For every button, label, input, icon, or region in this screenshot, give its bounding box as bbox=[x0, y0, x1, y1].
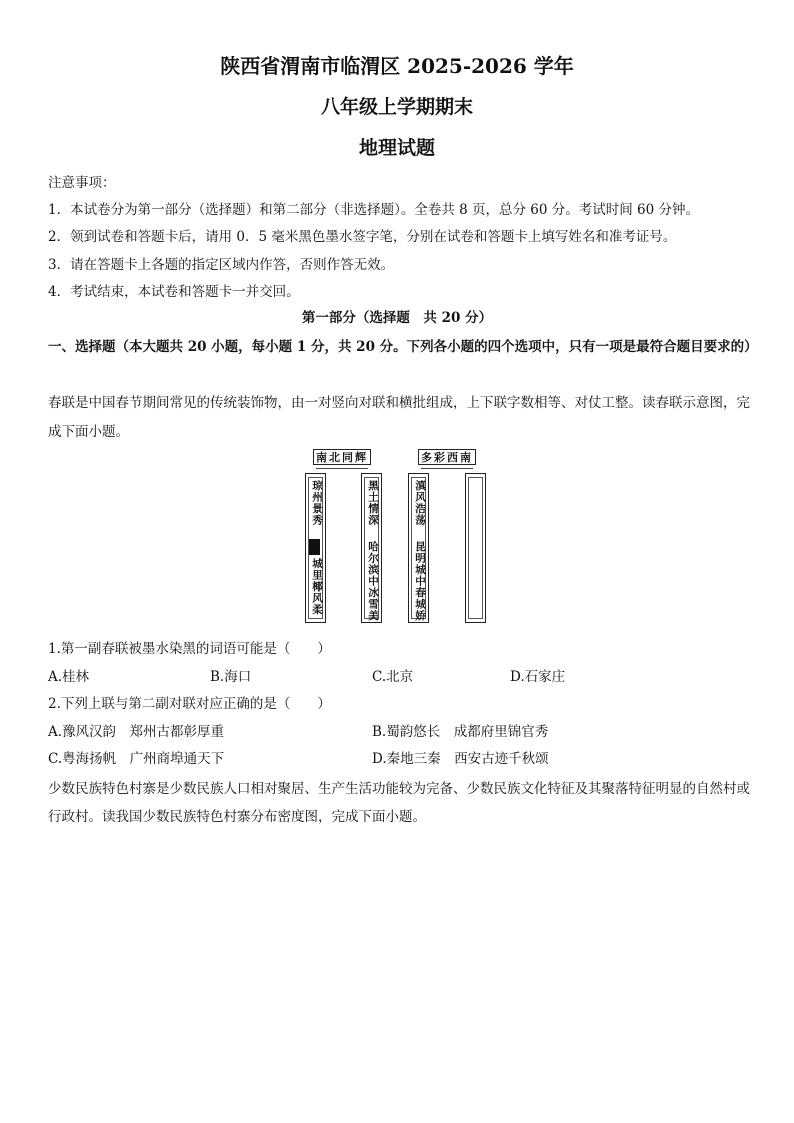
q1-option-b[interactable]: B.海口 bbox=[210, 669, 252, 685]
ink-blot bbox=[309, 539, 320, 555]
scroll-text: 滇风浩荡 bbox=[414, 480, 426, 526]
scroll-text: 黑土情深 bbox=[367, 480, 379, 526]
couplet1-right-scroll bbox=[305, 473, 326, 623]
notes-heading: 注意事项： bbox=[48, 175, 116, 191]
page-title-line1: 陕西省渭南市临渭区 2025-2026 学年 bbox=[220, 54, 574, 78]
scroll-text: 城里椰风柔 bbox=[311, 558, 323, 616]
passage-2: 少数民族特色村寨是少数民族人口相对聚居、生产生活功能较为完备、少数民族文化特征及其聚落特征明显的自然村或行政村。读我国少数民族特色村寨分布密度图，完成下面小题。 bbox=[48, 781, 750, 825]
part1-heading: 第一部分（选择题 共 20 分） bbox=[301, 310, 493, 326]
intro-passage: 春联是中国春节期间常见的传统装饰物，由一对竖向对联和横批组成，上下联字数相等、对仗工整。读春联示意图，完成下面小题。 bbox=[48, 395, 750, 440]
q2-option-a[interactable]: A.豫风汉韵 郑州古都彰厚重 bbox=[48, 724, 225, 740]
couplet1-banner: 南北同辉 bbox=[313, 449, 371, 465]
question-2-stem: 2.下列上联与第二副对联对应正确的是（ ） bbox=[48, 696, 331, 712]
scroll-text: 哈尔滨中冰雪美 bbox=[367, 541, 379, 622]
note-item: 4．考试结束，本试卷和答题卡一并交回。 bbox=[48, 284, 300, 300]
note-item: 1．本试卷分为第一部分（选择题）和第二部分（非选择题）。全卷共 8 页，总分 60 分。考试时间 60 分钟。 bbox=[48, 202, 700, 218]
q1-option-d[interactable]: D.石家庄 bbox=[510, 669, 566, 685]
page-title-line3: 地理试题 bbox=[358, 137, 435, 159]
note-item: 3．请在答题卡上各题的指定区域内作答，否则作答无效。 bbox=[48, 257, 395, 273]
scroll-text: 昆明城中春城娇 bbox=[414, 541, 426, 622]
section-title: 一、选择题（本大题共 20 小题，每小题 1 分，共 20 分。下列各小题的四个选项中，只有一项是最符合题目要求的） bbox=[48, 339, 758, 355]
couplet2-banner: 多彩西南 bbox=[418, 449, 476, 465]
couplet2-left-scroll bbox=[465, 473, 486, 623]
couplet2-right-scroll bbox=[408, 473, 429, 623]
page-title-line2: 八年级上学期期末 bbox=[320, 96, 473, 118]
q2-option-d[interactable]: D.秦地三秦 西安古迹千秋颂 bbox=[372, 751, 549, 767]
q2-option-c[interactable]: C.粤海扬帆 广州商埠通天下 bbox=[48, 751, 225, 767]
scroll-text: 琼州景秀 bbox=[311, 480, 323, 526]
q2-option-b[interactable]: B.蜀韵悠长 成都府里锦官秀 bbox=[372, 724, 549, 740]
question-1-stem: 1.第一副春联被墨水染黑的词语可能是（ ） bbox=[48, 641, 331, 657]
q1-option-c[interactable]: C.北京 bbox=[372, 669, 414, 685]
couplet1-left-scroll bbox=[361, 473, 382, 623]
q1-option-a[interactable]: A.桂林 bbox=[48, 669, 90, 685]
note-item: 2．领到试卷和答题卡后，请用 0．5 毫米黑色墨水签字笔，分别在试卷和答题卡上填写姓名和准考证号。 bbox=[48, 229, 677, 245]
